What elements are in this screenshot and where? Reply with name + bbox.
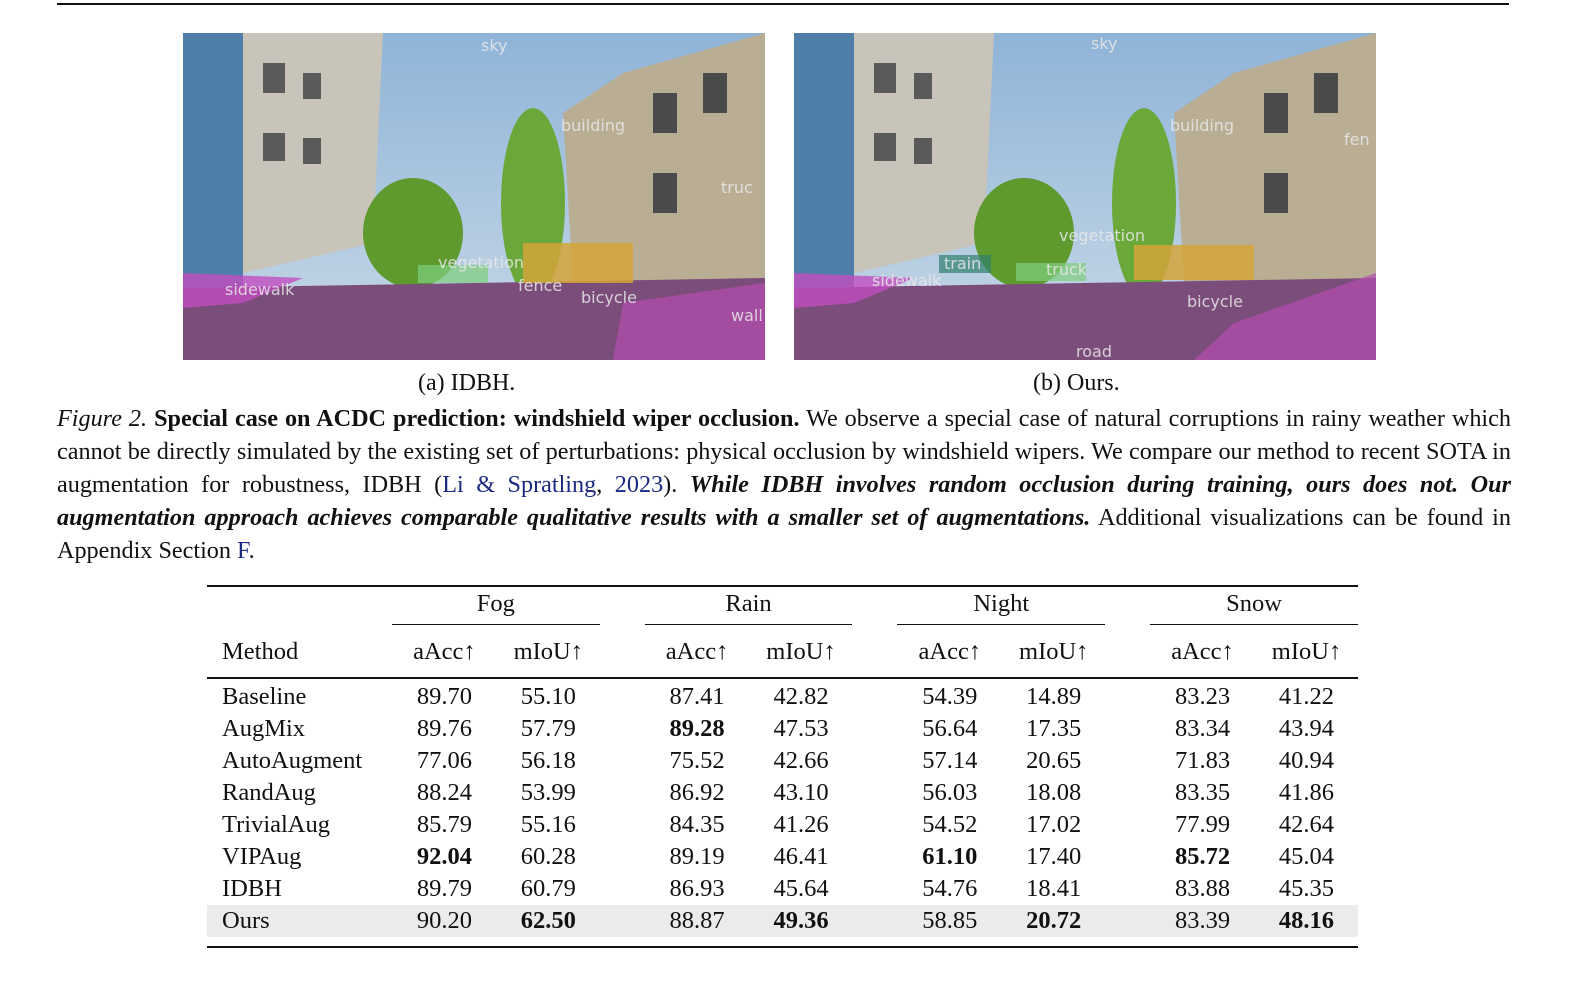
spacer-cell — [600, 745, 645, 777]
value-cell: 83.34 — [1174, 715, 1231, 742]
caption-text-2: ). — [663, 471, 690, 498]
spacer-cell — [852, 713, 897, 745]
table-bottom-rule — [207, 946, 1358, 948]
fog-miou-header: mIoU↑ — [513, 638, 583, 665]
spacer-cell — [1105, 905, 1150, 937]
spacer-cell — [852, 905, 897, 937]
table-row — [207, 905, 1358, 937]
value-cell: 55.16 — [520, 811, 576, 838]
caption-label: Figure 2. — [57, 405, 148, 432]
value-cell: 49.36 — [750, 905, 853, 937]
value-cell: 57.14 — [922, 747, 978, 774]
value-cell: 92.04 — [416, 843, 472, 870]
value-cell: 45.04 — [1278, 843, 1335, 870]
snow-aacc-header: aAcc↑ — [1171, 638, 1234, 665]
column-header-row — [207, 629, 1358, 675]
value-cell: 89.76 — [416, 715, 472, 742]
value-cell: 56.18 — [520, 747, 576, 774]
spacer-cell — [852, 777, 897, 809]
spacer-cell — [1105, 809, 1150, 841]
label-sky: sky — [1091, 34, 1118, 53]
group-header-row — [207, 585, 1358, 629]
value-cell: 41.26 — [773, 811, 829, 838]
method-cell: TrivialAug — [222, 811, 331, 838]
spacer-cell — [852, 873, 897, 905]
label-truck: truc — [721, 178, 753, 197]
value-cell: 60.79 — [520, 875, 576, 902]
value-cell: 89.28 — [669, 715, 725, 742]
caption-text-1: We observe a special case of natural corruptions in rainy weather which cannot be directly simulated by the existing set of perturbations: physical occlusion by windshield wipers. We compare our method to recent SOTA in augmentation for robustness, IDBH ( — [57, 405, 1511, 498]
group-rain: Rain — [645, 585, 853, 629]
spacer-cell — [600, 681, 645, 713]
spacer-cell — [600, 841, 645, 873]
value-cell: 75.52 — [669, 747, 725, 774]
results-table — [207, 585, 1358, 937]
caption-title: Special case on ACDC prediction: windshield wiper occlusion. — [154, 405, 800, 432]
method-cell: AugMix — [222, 715, 306, 742]
value-cell: 43.10 — [773, 779, 829, 806]
value-cell: 77.06 — [416, 747, 472, 774]
value-cell: 43.94 — [1278, 715, 1335, 742]
table-row — [207, 745, 1358, 777]
value-cell: 46.41 — [773, 843, 829, 870]
label-road: road — [1076, 342, 1112, 360]
value-cell: 56.64 — [922, 715, 978, 742]
value-cell: 60.28 — [520, 843, 576, 870]
label-fence: fen — [1344, 130, 1370, 149]
label-train: train — [944, 254, 982, 273]
value-cell: 62.50 — [497, 905, 600, 937]
spacer-cell — [1105, 873, 1150, 905]
night-aacc-header: aAcc↑ — [918, 638, 982, 665]
value-cell: 55.10 — [520, 683, 576, 710]
appendix-link[interactable]: F — [237, 537, 249, 564]
spacer-cell — [852, 841, 897, 873]
value-cell: 45.64 — [773, 875, 829, 902]
value-cell: 84.35 — [669, 811, 725, 838]
value-cell: 17.02 — [1026, 811, 1082, 838]
fog-aacc-header: aAcc↑ — [413, 638, 476, 665]
value-cell: 54.76 — [922, 875, 978, 902]
value-cell: 47.53 — [773, 715, 829, 742]
label-sidewalk: sidewalk — [225, 280, 295, 299]
value-cell: 48.16 — [1255, 905, 1358, 937]
figure-caption — [57, 402, 1511, 567]
value-cell: 58.85 — [897, 905, 1002, 937]
method-cell: Baseline — [222, 683, 307, 710]
group-snow: Snow — [1150, 585, 1358, 629]
value-cell: 77.99 — [1174, 811, 1231, 838]
citation-year-link[interactable]: 2023 — [614, 471, 664, 498]
caption-text-4: . — [248, 537, 255, 564]
value-cell: 90.20 — [392, 905, 497, 937]
value-cell: 54.52 — [922, 811, 978, 838]
value-cell: 17.40 — [1026, 843, 1082, 870]
value-cell: 42.66 — [773, 747, 829, 774]
value-cell: 88.24 — [416, 779, 472, 806]
value-cell: 53.99 — [520, 779, 576, 806]
spacer-cell — [600, 777, 645, 809]
snow-miou-header: mIoU↑ — [1271, 638, 1342, 665]
table-row — [207, 713, 1358, 745]
value-cell: 83.35 — [1174, 779, 1231, 806]
citation-authors-link[interactable]: Li & Spratling — [442, 471, 597, 498]
figure-image-idbh — [183, 33, 765, 360]
value-cell: 54.39 — [922, 683, 978, 710]
value-cell: 87.41 — [669, 683, 725, 710]
value-cell: 89.79 — [416, 875, 472, 902]
spacer-cell — [600, 713, 645, 745]
value-cell: 86.93 — [669, 875, 725, 902]
night-miou-header: mIoU↑ — [1019, 638, 1089, 665]
value-cell: 18.41 — [1026, 875, 1082, 902]
value-cell: 57.79 — [520, 715, 576, 742]
label-building: building — [1170, 116, 1235, 135]
label-truck: truck — [1046, 260, 1088, 279]
table-row — [207, 681, 1358, 713]
spacer-cell — [1105, 745, 1150, 777]
top-rule — [57, 3, 1509, 5]
method-cell: IDBH — [222, 875, 282, 902]
value-cell: 41.22 — [1278, 683, 1335, 710]
value-cell: 17.35 — [1026, 715, 1082, 742]
spacer-cell — [852, 809, 897, 841]
label-bicycle: bicycle — [581, 288, 637, 307]
spacer-cell — [600, 809, 645, 841]
value-cell: 83.23 — [1174, 683, 1231, 710]
method-cell: VIPAug — [222, 843, 302, 870]
value-cell: 41.86 — [1278, 779, 1335, 806]
value-cell: 18.08 — [1026, 779, 1082, 806]
spacer-cell — [600, 905, 645, 937]
label-vegetation: vegetation — [1059, 226, 1146, 245]
value-cell: 86.92 — [669, 779, 725, 806]
value-cell: 20.65 — [1026, 747, 1082, 774]
value-cell: 83.88 — [1174, 875, 1231, 902]
rain-miou-header: mIoU↑ — [766, 638, 836, 665]
method-cell: RandAug — [222, 779, 316, 806]
spacer-cell — [600, 873, 645, 905]
value-cell: 85.72 — [1174, 843, 1231, 870]
label-bicycle: bicycle — [1187, 292, 1243, 311]
group-night: Night — [897, 585, 1105, 629]
subcaption-b: (b) Ours. — [1033, 370, 1120, 396]
value-cell: 89.70 — [416, 683, 472, 710]
table-row — [207, 809, 1358, 841]
spacer-cell — [852, 745, 897, 777]
citation-separator: , — [596, 471, 615, 498]
value-cell: 40.94 — [1278, 747, 1335, 774]
caption-text-3: Additional visualizations can be found in Appendix Section — [57, 504, 1511, 564]
value-cell: 83.39 — [1150, 905, 1255, 937]
value-cell: 89.19 — [669, 843, 725, 870]
value-cell: 20.72 — [1002, 905, 1105, 937]
value-cell: 14.89 — [1026, 683, 1082, 710]
value-cell: 56.03 — [922, 779, 978, 806]
table-row — [207, 841, 1358, 873]
spacer-cell — [1105, 777, 1150, 809]
figure-image-ours — [794, 33, 1376, 360]
table-row — [207, 873, 1358, 905]
value-cell: 61.10 — [922, 843, 978, 870]
method-header: Method — [222, 638, 299, 665]
method-cell: AutoAugment — [222, 747, 363, 774]
spacer-cell — [1105, 841, 1150, 873]
value-cell: 42.64 — [1278, 811, 1335, 838]
subcaption-a: (a) IDBH. — [418, 370, 516, 396]
value-cell: 45.35 — [1278, 875, 1335, 902]
spacer-cell — [852, 681, 897, 713]
value-cell: 71.83 — [1174, 747, 1231, 774]
table-row — [207, 777, 1358, 809]
label-fence: fence — [518, 276, 563, 295]
caption-emphasis: While IDBH involves random occlusion during training, ours does not. Our augmentation approach achieves comparable qualitative results with a smaller set of augmentations. — [57, 471, 1512, 531]
rain-aacc-header: aAcc↑ — [665, 638, 729, 665]
label-sidewalk: sidewalk — [872, 271, 942, 290]
spacer-cell — [1105, 713, 1150, 745]
label-vegetation: vegetation — [438, 253, 525, 272]
value-cell: 88.87 — [645, 905, 750, 937]
label-building: building — [561, 116, 626, 135]
value-cell: 85.79 — [416, 811, 472, 838]
method-cell: Ours — [207, 905, 392, 937]
label-sky: sky — [481, 36, 508, 55]
group-fog: Fog — [392, 585, 600, 629]
value-cell: 42.82 — [773, 683, 829, 710]
label-wall: wall — [731, 306, 763, 325]
spacer-cell — [1105, 681, 1150, 713]
